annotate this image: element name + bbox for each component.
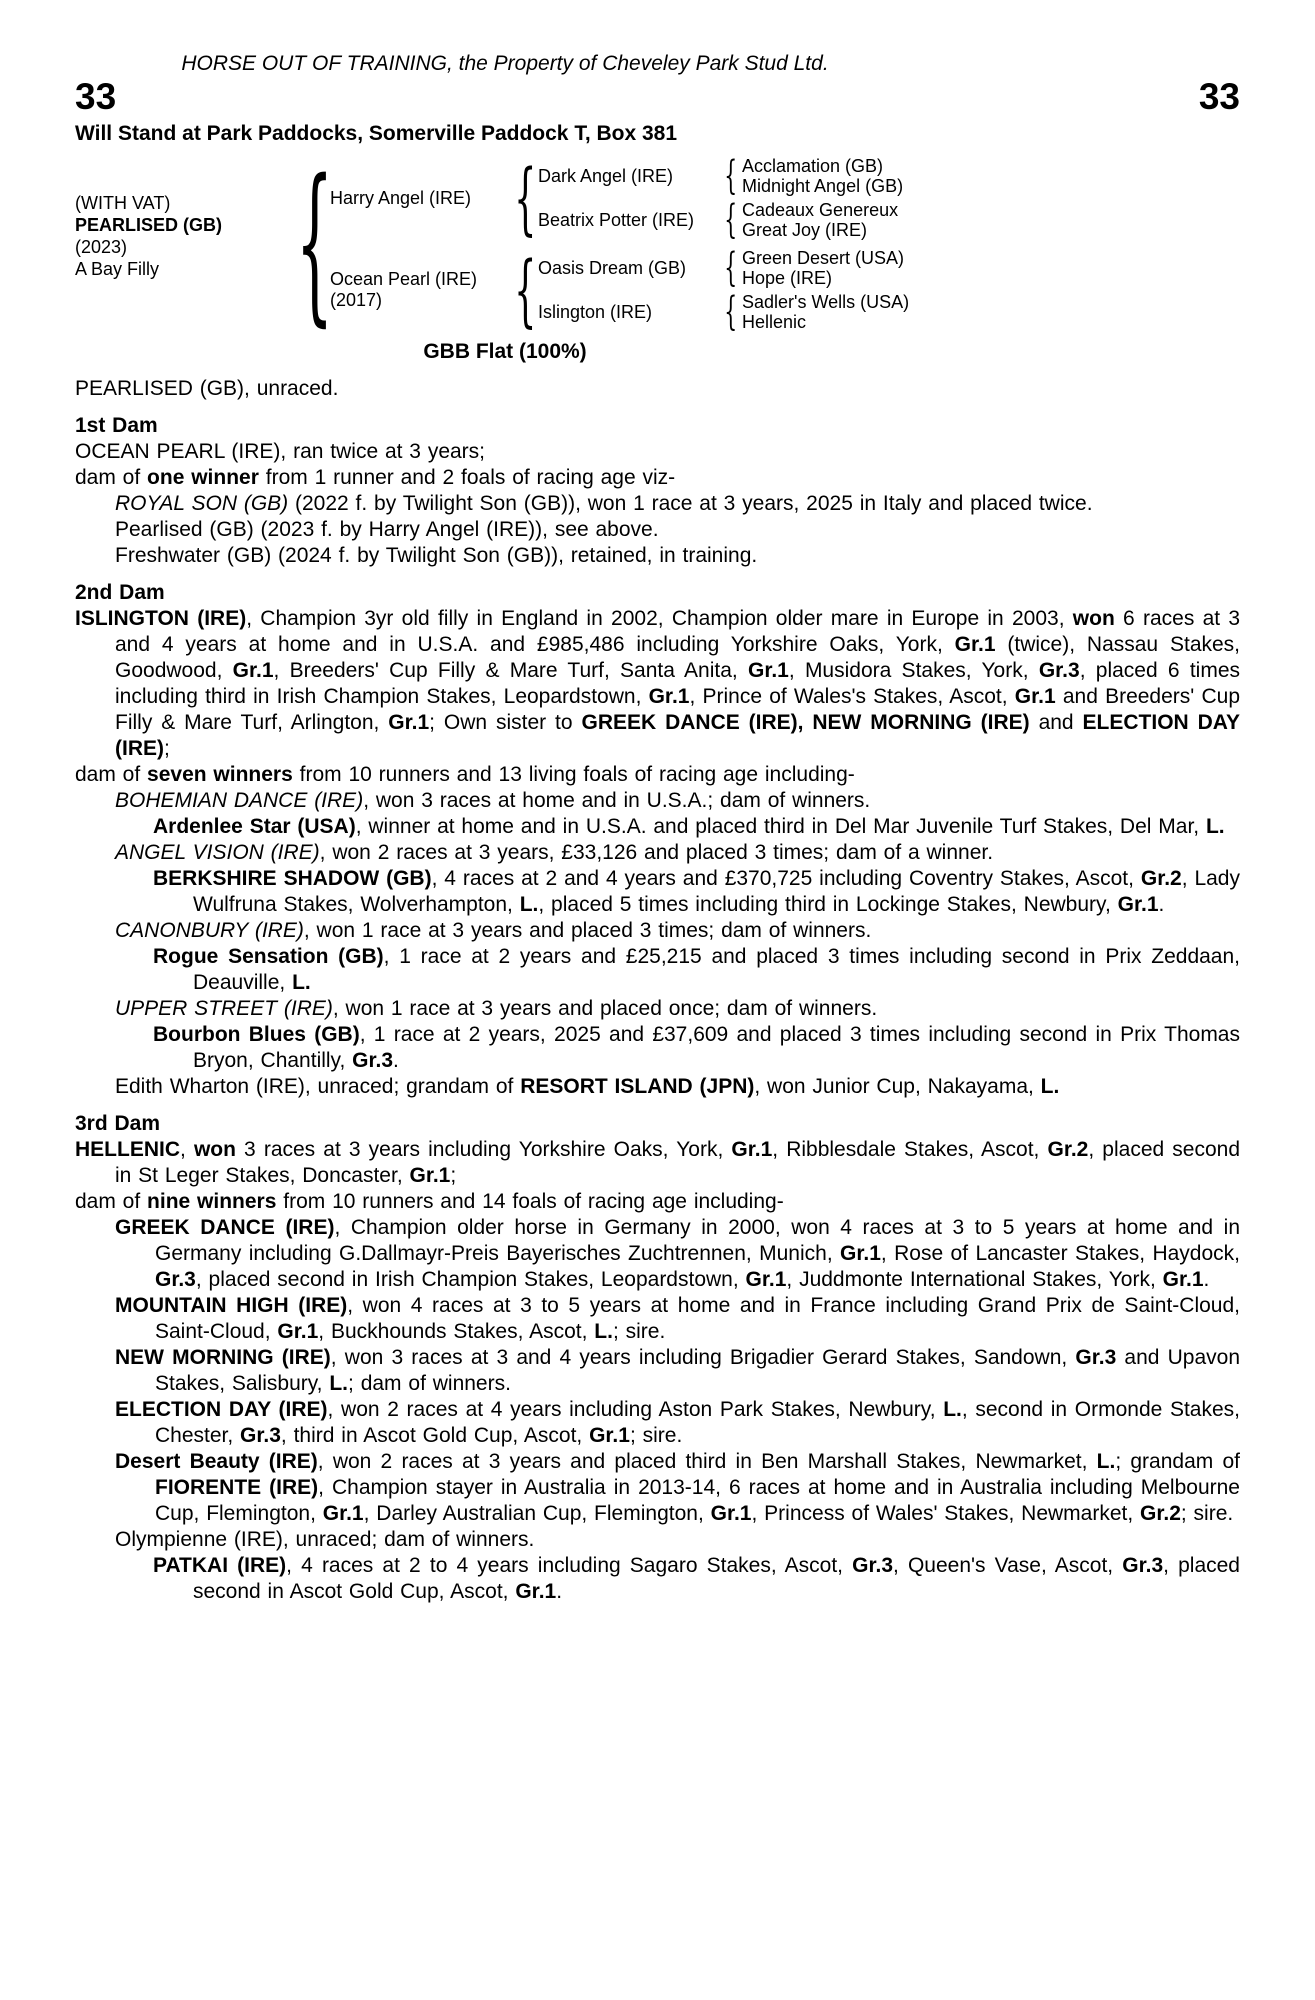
text-segment: , Champion stayer in Australia in 2013-14, 6 races at home and in Australia including Melbourne Cup, Flemington, <box>155 1476 1240 1525</box>
text-segment: Gr.3 <box>1122 1554 1164 1577</box>
text-segment: GREEK DANCE (IRE), NEW MORNING (IRE) <box>581 711 1030 734</box>
dam-sire-parents <box>742 248 1240 288</box>
text-segment: from 10 runners and 13 living foals of racing age including- <box>292 763 855 786</box>
text-segment: Olympienne (IRE), unraced; dam of winners. <box>115 1528 535 1551</box>
rogue-sensation-entry <box>75 944 1240 996</box>
dam-foaling-year: (2017) <box>330 290 383 310</box>
text-segment: Gr.1 <box>745 1268 787 1291</box>
sire-dam-branch <box>538 197 1240 243</box>
text-segment: ; sire. <box>612 1320 666 1343</box>
dam-of-line-1 <box>75 465 1240 491</box>
text-segment: ; <box>450 1164 457 1187</box>
heading-3rd-dam <box>75 1111 1240 1137</box>
text-segment: , second in Ormonde Stakes, Chester, <box>155 1398 1240 1447</box>
text-segment: BOHEMIAN DANCE (IRE) <box>115 789 364 812</box>
great-grandsire-name: Green Desert (USA) <box>742 248 905 268</box>
text-segment: ; dam of winners. <box>348 1372 511 1395</box>
sire-sire-brace <box>720 153 742 199</box>
text-segment: Gr.1 <box>277 1320 319 1343</box>
text-segment: , Lady Wulfruna Stakes, Wolverhampton, <box>193 867 1240 916</box>
text-segment: L. <box>594 1320 613 1343</box>
text-segment: , placed second in Ascot Gold Cup, Ascot, <box>193 1554 1240 1603</box>
sire-sire-name: Dark Angel (IRE) <box>538 165 674 186</box>
horse-foaling-year: (2023) <box>75 237 128 257</box>
text-segment: CANONBURY (IRE) <box>115 919 304 942</box>
text-segment: and Breeders' Cup Filly & Mare Turf, Arlington, <box>115 685 1240 734</box>
text-segment: , Prince of Wales's Stakes, Ascot, <box>689 685 1015 708</box>
text-segment: Gr.3 <box>240 1424 281 1447</box>
text-segment: , winner at home and in U.S.A. and placed third in Del Mar Juvenile Turf Stakes, Del Mar, <box>355 815 1206 838</box>
text-segment: Gr.1 <box>232 659 274 682</box>
text-segment: and Upavon Stakes, Salisbury, <box>155 1346 1241 1395</box>
brace-icon: { <box>724 153 738 199</box>
desert-beauty-entry <box>75 1449 1240 1527</box>
text-segment: Freshwater (GB) (2024 f. by Twilight Son (GB)), retained, in training. <box>115 544 758 567</box>
text-segment: , Breeders' Cup Filly & Mare Turf, Santa Anita, <box>273 659 748 682</box>
sire-sire-branch <box>538 153 1240 199</box>
text-segment: Gr.1 <box>1014 685 1056 708</box>
dam-of-line-3 <box>75 1189 1240 1215</box>
text-segment: ; sire. <box>629 1424 683 1447</box>
text-segment: L. <box>329 1372 349 1395</box>
text-segment: (twice), Nassau Stakes, Goodwood, <box>115 633 1241 682</box>
brace-icon: { <box>724 245 738 291</box>
text-segment: from 10 runners and 14 foals of racing age including- <box>276 1190 784 1213</box>
text-segment: ; sire. <box>1180 1502 1234 1525</box>
gbb-flat-line: GBB Flat (100%) <box>423 340 587 363</box>
text-segment: HELLENIC <box>75 1138 180 1161</box>
text-segment: L. <box>1096 1450 1116 1473</box>
text-segment: . <box>556 1580 563 1603</box>
text-segment: , placed 5 times including third in Lockinge Stakes, Newbury, <box>538 893 1118 916</box>
text-segment: Rogue Sensation (GB) <box>153 945 384 968</box>
text-segment: dam of <box>75 466 148 489</box>
text-segment: Ardenlee Star (USA) <box>153 815 356 838</box>
mountain-high-entry <box>75 1293 1240 1345</box>
angel-vision-entry <box>75 840 1240 866</box>
text-segment: Gr.2 <box>1140 867 1182 890</box>
text-segment: , 4 races at 2 to 4 years including Sagaro Stakes, Ascot, <box>286 1554 853 1577</box>
dam-dam-parents <box>742 292 1240 332</box>
sire-dam-name: Beatrix Potter (IRE) <box>538 209 695 230</box>
text-segment: RESORT ISLAND (JPN) <box>520 1075 755 1098</box>
great-granddam-name: Great Joy (IRE) <box>742 220 868 240</box>
text-segment: Desert Beauty (IRE) <box>115 1450 318 1473</box>
text-segment: Gr.3 <box>155 1268 196 1291</box>
text-segment: PATKAI (IRE) <box>153 1554 287 1577</box>
text-segment: 3 races at 3 years including Yorkshire Oaks, York, <box>235 1138 732 1161</box>
text-segment: seven winners <box>147 763 293 786</box>
text-segment: GREEK DANCE (IRE) <box>115 1216 335 1239</box>
sire-brace <box>512 152 538 244</box>
edith-wharton-entry <box>75 1074 1240 1100</box>
hellenic-entry <box>75 1137 1240 1189</box>
text-segment: nine winners <box>147 1190 277 1213</box>
brace-icon: { <box>296 143 334 343</box>
sire-parents <box>538 153 1240 243</box>
horse-name: PEARLISED (GB) <box>75 215 223 235</box>
bohemian-dance-entry <box>75 788 1240 814</box>
text-segment: Gr.1 <box>840 1242 881 1265</box>
lot-number-right: 33 <box>1198 76 1240 117</box>
text-segment: UPPER STREET (IRE) <box>115 997 333 1020</box>
text-segment: , won 1 race at 3 years and placed once; dam of winners. <box>332 997 878 1020</box>
freshwater-entry <box>75 543 1240 569</box>
text-segment: , Champion 3yr old filly in England in 2002, Champion older mare in Europe in 2003, <box>246 607 1073 630</box>
text-segment: , 4 races at 2 and 4 years and £370,725 including Coventry Stakes, Ascot, <box>431 867 1141 890</box>
text-segment: ROYAL SON (GB) <box>115 492 289 515</box>
sire-branch <box>330 152 1240 244</box>
text-segment: Gr.3 <box>1038 659 1080 682</box>
text-segment: 2nd Dam <box>75 581 165 604</box>
text-segment: . <box>1203 1268 1210 1291</box>
dam-sire-brace <box>720 245 742 291</box>
text-segment: Gr.1 <box>1117 893 1159 916</box>
great-granddam-name: Midnight Angel (GB) <box>742 176 904 196</box>
dam-brace <box>512 244 538 336</box>
text-segment: ANGEL VISION (IRE) <box>115 841 320 864</box>
text-segment: ; <box>164 737 170 760</box>
ardenlee-star-entry <box>75 814 1240 840</box>
text-segment: , won 2 races at 3 years and placed third in Ben Marshall Stakes, Newmarket, <box>317 1450 1097 1473</box>
dam-branch <box>330 244 1240 336</box>
text-segment: NEW MORNING (IRE) <box>115 1346 331 1369</box>
brace-icon: { <box>513 152 537 244</box>
text-segment: , Musidora Stakes, York, <box>788 659 1039 682</box>
text-segment: , won 3 races at home and in U.S.A.; dam of winners. <box>363 789 871 812</box>
sire-name: Harry Angel (IRE) <box>330 187 472 208</box>
text-segment: FIORENTE (IRE) <box>155 1476 319 1499</box>
text-segment: and <box>1029 711 1083 734</box>
text-segment: , Juddmonte International Stakes, York, <box>786 1268 1163 1291</box>
bourbon-blues-entry <box>75 1022 1240 1074</box>
text-segment: MOUNTAIN HIGH (IRE) <box>115 1294 348 1317</box>
text-segment: PEARLISED (GB), unraced. <box>75 377 339 400</box>
great-grandsire-name: Cadeaux Genereux <box>742 200 899 220</box>
text-segment: ELECTION DAY (IRE) <box>115 1398 328 1421</box>
berkshire-shadow-entry <box>75 866 1240 918</box>
text-segment: L. <box>1040 1075 1060 1098</box>
text-segment: Pearlised (GB) (2023 f. by Harry Angel (IRE)), see above. <box>115 518 659 541</box>
great-grandsire-name: Acclamation (GB) <box>742 156 884 176</box>
text-segment: Gr.2 <box>1047 1138 1089 1161</box>
text-segment: 3rd Dam <box>75 1112 161 1135</box>
lot-number-left: 33 <box>75 76 117 117</box>
text-segment: dam of <box>75 1190 148 1213</box>
dam-name-cell <box>330 269 512 311</box>
dam-sire-branch <box>538 245 1240 291</box>
text-segment: , Rose of Lancaster Stakes, Haydock, <box>880 1242 1240 1265</box>
heading-2nd-dam <box>75 580 1240 606</box>
text-segment: Gr.1 <box>388 711 430 734</box>
great-granddam-name: Hellenic <box>742 312 807 332</box>
brace-icon: { <box>513 244 537 336</box>
body-text <box>75 376 1240 1605</box>
greek-dance-entry <box>75 1215 1240 1293</box>
text-segment: , placed second in Irish Champion Stakes, Leopardstown, <box>195 1268 746 1291</box>
text-segment: one winner <box>147 466 259 489</box>
sire-dam-parents <box>742 200 1240 240</box>
lot-number-row <box>75 78 1240 116</box>
text-segment: . <box>1158 893 1165 916</box>
text-segment: Gr.3 <box>1075 1346 1117 1369</box>
canonbury-entry <box>75 918 1240 944</box>
brace-icon: { <box>724 197 738 243</box>
text-segment: L. <box>943 1398 962 1421</box>
text-segment: Gr.2 <box>1140 1502 1181 1525</box>
text-segment: , won 4 races at 3 to 5 years at home and in France including Grand Prix de Saint-Cloud, Saint-Cloud, <box>155 1294 1240 1343</box>
new-morning-entry <box>75 1345 1240 1397</box>
stand-location-line: Will Stand at Park Paddocks, Somerville Paddock T, Box 381 <box>75 122 678 145</box>
sire-sire-parents <box>742 156 1240 196</box>
text-segment: OCEAN PEARL (IRE), ran twice at 3 years; <box>75 440 486 463</box>
text-segment: Gr.1 <box>954 633 996 656</box>
pedigree-tree <box>330 152 1240 336</box>
text-segment: , third in Ascot Gold Cup, Ascot, <box>280 1424 590 1447</box>
text-segment: ; grandam of <box>1115 1450 1240 1473</box>
text-segment: (2022 f. by Twilight Son (GB)), won 1 race at 3 years, 2025 in Italy and placed twice. <box>288 492 1093 515</box>
text-segment: Gr.1 <box>409 1164 451 1187</box>
great-grandsire-name: Sadler's Wells (USA) <box>742 292 910 312</box>
brace-icon: { <box>724 289 738 335</box>
text-segment: , Queen's Vase, Ascot, <box>893 1554 1123 1577</box>
lot-horse-block <box>75 156 300 332</box>
text-segment: ; Own sister to <box>429 711 582 734</box>
text-segment: Gr.1 <box>1162 1268 1204 1291</box>
dam-dam-name: Islington (IRE) <box>538 301 653 322</box>
text-segment: Gr.1 <box>648 685 690 708</box>
olympienne-entry <box>75 1527 1240 1553</box>
text-segment: , won 2 races at 3 years, £33,126 and placed 3 times; dam of a winner. <box>319 841 994 864</box>
text-segment: Bourbon Blues (GB) <box>153 1023 360 1046</box>
great-granddam-name: Hope (IRE) <box>742 268 833 288</box>
text-segment: , Buckhounds Stakes, Ascot, <box>318 1320 595 1343</box>
text-segment: L. <box>292 971 311 994</box>
sire-name-cell <box>330 188 512 209</box>
dam-dam-branch <box>538 289 1240 335</box>
text-segment: Gr.1 <box>322 1502 364 1525</box>
dam-dam-brace <box>720 289 742 335</box>
text-segment: Gr.1 <box>589 1424 630 1447</box>
sale-title: HORSE OUT OF TRAINING, the Property of Cheveley Park Stud Ltd. <box>181 52 829 75</box>
dam-sire-name: Oasis Dream (GB) <box>538 257 687 278</box>
text-segment: , Princess of Wales' Stakes, Newmarket, <box>751 1502 1141 1525</box>
ocean-pearl-line <box>75 439 1240 465</box>
pearlised-entry <box>75 517 1240 543</box>
dam-of-line-2 <box>75 762 1240 788</box>
text-segment: , placed second in St Leger Stakes, Doncaster, <box>115 1138 1240 1187</box>
royal-son-entry <box>75 491 1240 517</box>
text-segment: . <box>393 1049 399 1072</box>
text-segment: , Champion older horse in Germany in 2000, won 4 races at 3 to 5 years at home and in Germany including G.Dallmayr-Preis Bayerisches Zuchtrennen, Munich, <box>155 1216 1240 1265</box>
text-segment: BERKSHIRE SHADOW (GB) <box>153 867 432 890</box>
vat-note: (WITH VAT) <box>75 193 171 213</box>
text-segment: L. <box>519 893 539 916</box>
text-segment: ISLINGTON (IRE) <box>75 607 247 630</box>
text-segment: Edith Wharton (IRE), unraced; grandam of <box>115 1075 521 1098</box>
text-segment: Gr.1 <box>515 1580 557 1603</box>
heading-1st-dam <box>75 413 1240 439</box>
islington-entry <box>75 606 1240 762</box>
text-segment: , <box>180 1138 194 1161</box>
dam-name: Ocean Pearl (IRE) <box>330 269 478 289</box>
election-day-entry <box>75 1397 1240 1449</box>
text-segment: , Ribblesdale Stakes, Ascot, <box>772 1138 1048 1161</box>
upper-street-entry <box>75 996 1240 1022</box>
text-segment: Gr.1 <box>731 1138 773 1161</box>
text-segment: , Darley Australian Cup, Flemington, <box>363 1502 711 1525</box>
text-segment: Gr.1 <box>747 659 789 682</box>
text-segment: , won Junior Cup, Nakayama, <box>754 1075 1041 1098</box>
text-segment: Gr.1 <box>710 1502 752 1525</box>
text-segment: , 1 race at 2 years and £25,215 and placed 3 times including second in Prix Zeddaan, Deauville, <box>193 945 1240 994</box>
text-segment: from 1 runner and 2 foals of racing age viz- <box>258 466 676 489</box>
text-segment: won <box>193 1138 236 1161</box>
pedigree-main-brace <box>296 143 334 343</box>
text-segment: 1st Dam <box>75 414 158 437</box>
text-segment: , placed 6 times including third in Irish Champion Stakes, Leopardstown, <box>115 659 1241 708</box>
text-segment: won <box>1072 607 1115 630</box>
text-segment: L. <box>1205 815 1225 838</box>
text-segment: , 1 race at 2 years, 2025 and £37,609 and placed 3 times including second in Prix Thomas Bryon, Chantilly, <box>193 1023 1240 1072</box>
dam-parents <box>538 245 1240 335</box>
text-segment: , won 1 race at 3 years and placed 3 times; dam of winners. <box>303 919 872 942</box>
horse-description: A Bay Filly <box>75 259 160 279</box>
text-segment: , won 2 races at 4 years including Aston Park Stakes, Newbury, <box>327 1398 944 1421</box>
unraced-line <box>75 376 1240 402</box>
sire-dam-brace <box>720 197 742 243</box>
text-segment: , won 3 races at 3 and 4 years including Brigadier Gerard Stakes, Sandown, <box>330 1346 1076 1369</box>
text-segment: ELECTION DAY (IRE) <box>115 711 1241 760</box>
text-segment: 6 races at 3 and 4 years at home and in U.S.A. and £985,486 including Yorkshire Oaks, York, <box>115 607 1241 656</box>
text-segment: Gr.3 <box>352 1049 394 1072</box>
text-segment: Gr.3 <box>852 1554 894 1577</box>
patkai-entry <box>75 1553 1240 1605</box>
text-segment: dam of <box>75 763 148 786</box>
pedigree-table <box>75 143 1240 343</box>
